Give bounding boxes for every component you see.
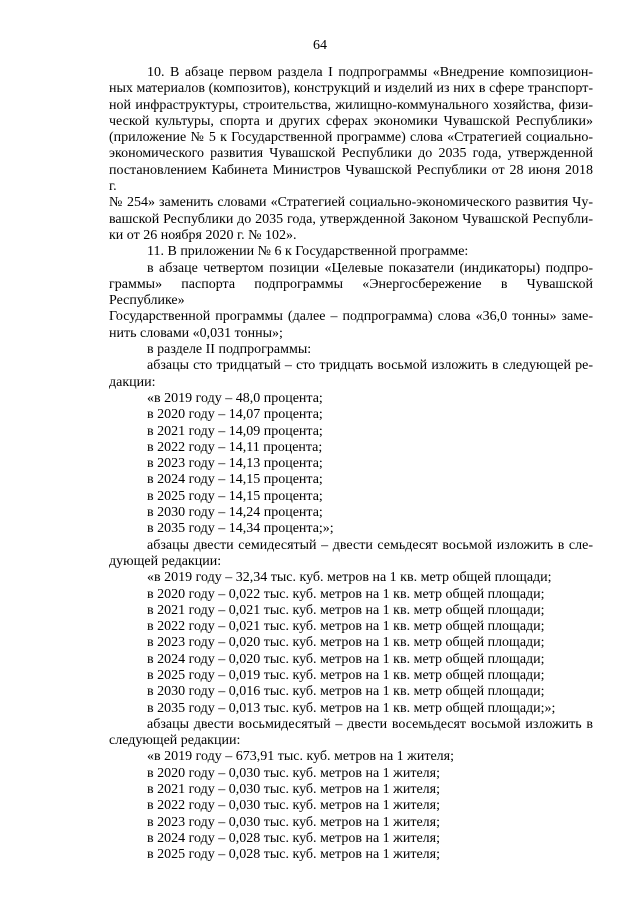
page-number: 64 <box>313 38 327 53</box>
text-line: «в 2019 году – 48,0 процента; <box>147 390 323 406</box>
text-line: 10. В абзаце первом раздела I подпрограммы «Внедрение композицион- <box>147 65 593 80</box>
text-line: в 2020 году – 0,030 тыс. куб. метров на 1 жителя; <box>147 765 440 781</box>
text-line: дакции: <box>109 374 156 390</box>
text-line: в 2025 году – 14,15 процента; <box>147 488 323 504</box>
text-line: в 2021 году – 0,021 тыс. куб. метров на 1 кв. метр общей площади; <box>147 602 545 618</box>
text-line: в 2023 году – 14,13 процента; <box>147 456 323 472</box>
text-line: нить словами «0,031 тонны»; <box>109 325 283 341</box>
text-line: ки от 26 ноября 2020 г. № 102». <box>109 227 297 243</box>
text-line: в абзаце четвертом позиции «Целевые показатели (индикаторы) подпро- <box>147 260 593 276</box>
text-line: в 2020 году – 0,022 тыс. куб. метров на 1 кв. метр общей площади; <box>147 586 545 602</box>
text-line: в 2035 году – 0,013 тыс. куб. метров на 1 кв. метр общей площади;»; <box>147 700 556 716</box>
text-line: постановлением Кабинета Министров Чувашской Республики от 28 июня 2018 г. <box>109 162 593 195</box>
text-line: граммы» паспорта подпрограммы «Энергосбережение в Чувашской Республике» <box>109 276 593 309</box>
text-line: в 2021 году – 0,030 тыс. куб. метров на 1 жителя; <box>147 782 440 798</box>
text-line: в 2021 году – 14,09 процента; <box>147 423 323 439</box>
text-line: дующей редакции: <box>109 553 222 569</box>
text-line: в 2025 году – 0,028 тыс. куб. метров на 1 жителя; <box>147 847 440 863</box>
text-line: экономического развития Чувашской Республики до 2035 года, утвержденной <box>109 146 593 162</box>
text-line: следующей редакции: <box>109 733 241 749</box>
text-line: «в 2019 году – 673,91 тыс. куб. метров на 1 жителя; <box>147 749 454 765</box>
text-line: (приложение № 5 к Государственной программе) слова «Стратегией социально- <box>109 130 593 146</box>
text-line: ческой культуры, спорта и других сферах экономики Чувашской Республики» <box>109 113 593 129</box>
document-body <box>109 65 593 864</box>
text-line: в 2030 году – 14,24 процента; <box>147 505 323 521</box>
text-line: в 2035 году – 14,34 процента;»; <box>147 521 334 537</box>
text-line: в 2024 году – 0,028 тыс. куб. метров на 1 жителя; <box>147 830 440 846</box>
text-line: в 2025 году – 0,019 тыс. куб. метров на 1 кв. метр общей площади; <box>147 667 545 683</box>
text-line: ной инфраструктуры, строительства, жилищно-коммунального хозяйства, физи- <box>109 97 593 113</box>
text-line: Государственной программы (далее – подпрограмма) слова «36,0 тонны» заме- <box>109 309 593 325</box>
text-line: в 2023 году – 0,030 тыс. куб. метров на 1 жителя; <box>147 814 440 830</box>
text-line: в 2022 году – 0,030 тыс. куб. метров на 1 жителя; <box>147 798 440 814</box>
text-line: абзацы сто тридцатый – сто тридцать восьмой изложить в следующей ре- <box>147 358 593 374</box>
text-line: 11. В приложении № 6 к Государственной программе: <box>147 244 469 260</box>
text-line: в 2024 году – 0,020 тыс. куб. метров на 1 кв. метр общей площади; <box>147 651 545 667</box>
text-line: ных материалов (композитов), конструкций и изделий из них в сфере транспорт- <box>109 81 593 97</box>
text-line: в 2023 году – 0,020 тыс. куб. метров на 1 кв. метр общей площади; <box>147 635 545 651</box>
text-line: в 2030 году – 0,016 тыс. куб. метров на 1 кв. метр общей площади; <box>147 684 545 700</box>
text-line: абзацы двести семидесятый – двести семьдесят восьмой изложить в сле- <box>147 537 593 553</box>
text-line: «в 2019 году – 32,34 тыс. куб. метров на 1 кв. метр общей площади; <box>147 570 552 586</box>
text-line: абзацы двести восьмидесятый – двести восемьдесят восьмой изложить в <box>147 716 593 732</box>
text-line: в 2022 году – 14,11 процента; <box>147 439 323 455</box>
text-line: в 2020 году – 14,07 процента; <box>147 407 323 423</box>
text-line: вашской Республики до 2035 года, утвержденной Законом Чувашской Республи- <box>109 211 593 227</box>
text-line: в 2022 году – 0,021 тыс. куб. метров на 1 кв. метр общей площади; <box>147 619 545 635</box>
text-line: № 254» заменить словами «Стратегией социально-экономического развития Чу- <box>109 195 593 211</box>
text-line: в 2024 году – 14,15 процента; <box>147 472 323 488</box>
text-line: в разделе II подпрограммы: <box>147 342 312 358</box>
